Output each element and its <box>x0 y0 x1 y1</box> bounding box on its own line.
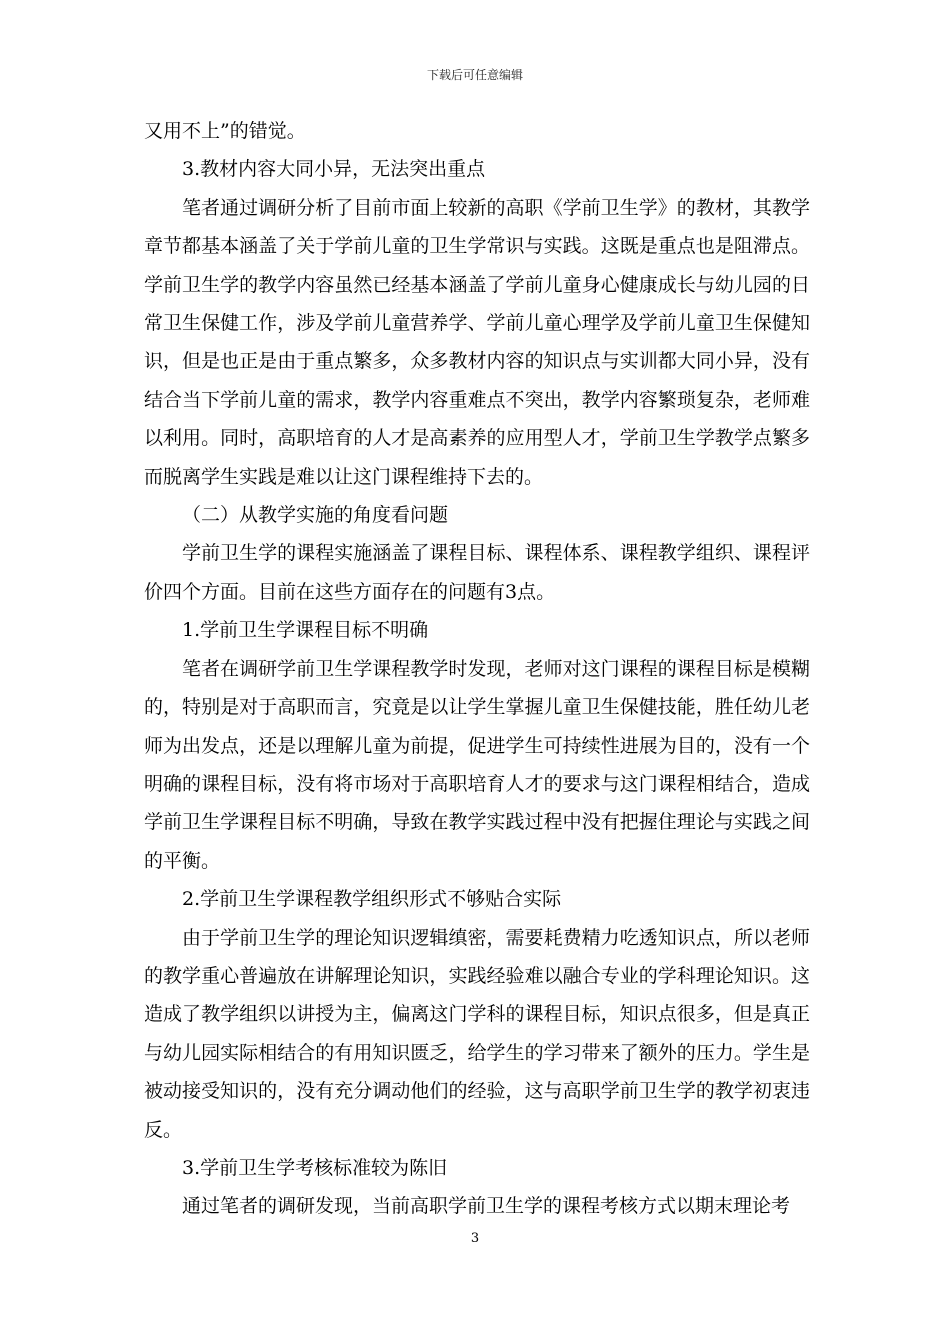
page-number: 3 <box>470 1231 480 1246</box>
paragraph: 笔者在调研学前卫生学课程教学时发现，老师对这门课程的课程目标是模糊的，特别是对于高职而言，究竟是以让学生掌握儿童卫生保健技能，胜任幼儿老师为出发点，还是以理解儿童为前提，促进学生可持续性进展为目的，没有一个明确的课程目标，没有将市场对于高职培育人才的要求与这门课程相结合，造成学前卫生学课程目标不明确，导致在教学实践过程中没有把握住理论与实践之间的平衡。 <box>144 657 810 872</box>
document-body <box>144 112 810 1226</box>
paragraph: 笔者通过调研分析了目前市面上较新的高职《学前卫生学》的教材，其教学章节都基本涵盖了关于学前儿童的卫生学常识与实践。这既是重点也是阻滞点。学前卫生学的教学内容虽然已经基本涵盖了学前儿童身心健康成长与幼儿园的日常卫生保健工作，涉及学前儿童营养学、学前儿童心理学及学前儿童卫生保健知识，但是也正是由于重点繁多，众多教材内容的知识点与实训都大同小异，没有结合当下学前儿童的需求，教学内容重难点不突出，教学内容繁琐复杂，老师难以利用。同时，高职培育的人才是高素养的应用型人才，学前卫生学教学点繁多而脱离学生实践是难以让这门课程维持下去的。 <box>144 196 810 488</box>
paragraph: 通过笔者的调研发现，当前高职学前卫生学的课程考核方式以期末理论考 <box>182 1195 791 1218</box>
section-heading: （二）从教学实施的角度看问题 <box>182 504 449 527</box>
paragraph: 学前卫生学的课程实施涵盖了课程目标、课程体系、课程教学组织、课程评价四个方面。目前在这些方面存在的问题有3点。 <box>144 542 810 603</box>
section-heading: 2.学前卫生学课程教学组织形式不够贴合实际 <box>182 888 562 911</box>
paragraph: 由于学前卫生学的理论知识逻辑缜密，需要耗费精力吃透知识点，所以老师的教学重心普遍放在讲解理论知识，实践经验难以融合专业的学科理论知识。这造成了教学组织以讲授为主，偏离这门学科的课程目标，知识点很多，但是真正与幼儿园实际相结合的有用知识匮乏，给学生的学习带来了额外的压力。学生是被动接受知识的，没有充分调动他们的经验，这与高职学前卫生学的教学初衷违反。 <box>144 926 810 1141</box>
paragraph: 又用不上”的错觉。 <box>144 120 306 142</box>
section-heading: 3.学前卫生学考核标准较为陈旧 <box>182 1156 448 1179</box>
page-header: 下载后可任意编辑 <box>426 68 523 82</box>
section-heading: 1.学前卫生学课程目标不明确 <box>182 619 429 642</box>
section-heading: 3.教材内容大同小异，无法突出重点 <box>182 158 486 181</box>
